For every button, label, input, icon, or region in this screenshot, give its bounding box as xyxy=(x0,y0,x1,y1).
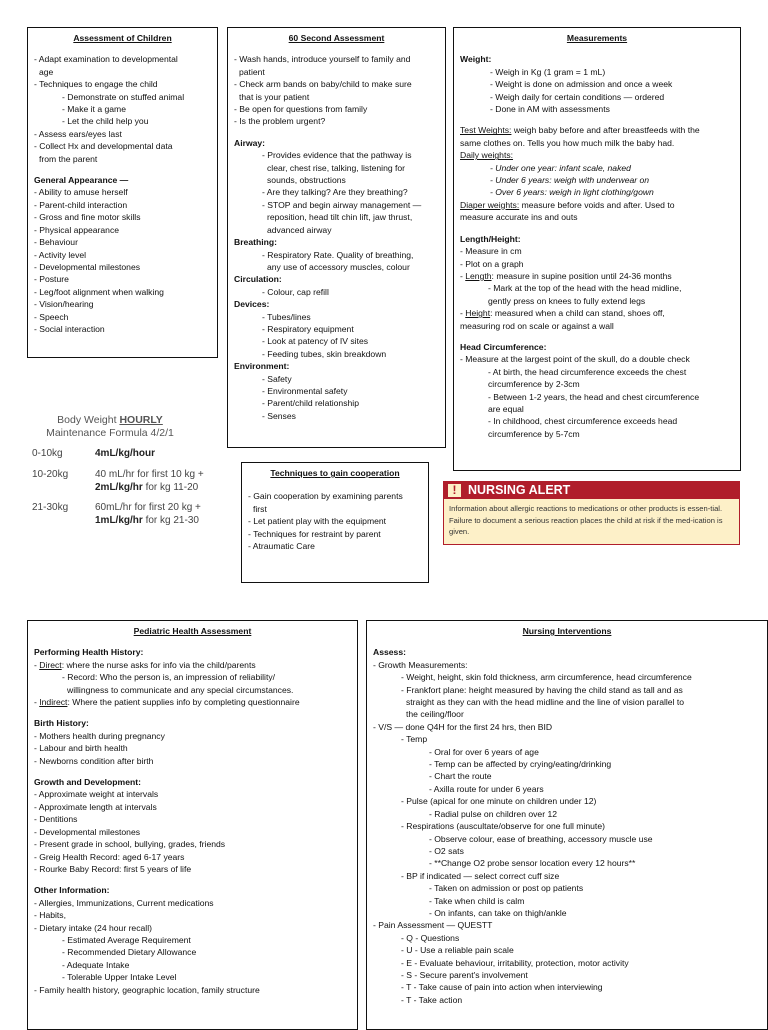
cooperation-box xyxy=(241,462,429,583)
list-item: - Adequate Intake xyxy=(62,959,130,970)
list-item: circumference by 2-3cm xyxy=(488,379,580,390)
list-item: from the parent xyxy=(39,153,98,164)
body-weight-subtitle: Maintenance Formula 4/2/1 xyxy=(46,427,174,439)
list-item: - Look at patency of IV sites xyxy=(262,336,369,347)
term: Indirect xyxy=(39,697,68,708)
list-item: - In childhood, chest circumference exceeds head xyxy=(488,416,678,427)
list-item: - T - Take action xyxy=(401,994,463,1005)
list-item: - Developmental milestones xyxy=(34,261,141,272)
list-item: - Physical appearance xyxy=(34,224,120,235)
nursing-alert-header xyxy=(444,482,739,499)
definition: weigh baby before and after breastfeeds with the xyxy=(511,125,700,136)
list-item: - Length: measure in supine position until 24-36 months xyxy=(460,270,672,281)
list-item: sounds, obstructions xyxy=(267,175,346,186)
list-item: advanced airway xyxy=(267,224,332,235)
list-item: - Respiratory equipment xyxy=(262,323,354,334)
list-item: - Adapt examination to developmental xyxy=(34,54,178,65)
list-item: - Leg/foot alignment when walking xyxy=(34,286,164,297)
list-item: - Let patient play with the equipment xyxy=(248,516,387,527)
list-item: - Chart the route xyxy=(429,771,492,782)
list-item: - Techniques to engage the child xyxy=(34,79,158,90)
nursing-alert-title: NURSING ALERT xyxy=(468,483,571,497)
list-item: - Approximate length at intervals xyxy=(34,801,157,812)
list-item: - Speech xyxy=(34,311,69,322)
box-title: Pediatric Health Assessment xyxy=(133,626,252,636)
list-item: - Behaviour xyxy=(34,237,78,248)
rate-note: for kg 11-20 xyxy=(142,481,199,493)
list-item: - Under one year: infant scale, naked xyxy=(490,162,631,173)
list-item: - Direct: where the nurse asks for info via the child/parents xyxy=(34,659,256,670)
list-item: - Weight is done on admission and once a week xyxy=(490,79,673,90)
section-heading: Assess: xyxy=(373,647,406,658)
list-item: - Dietary intake (24 hour recall) xyxy=(34,922,152,933)
list-item: - Vision/hearing xyxy=(34,299,94,310)
list-item: - Growth Measurements: xyxy=(373,659,468,670)
list-item: any use of accessory muscles, colour xyxy=(267,261,410,272)
rate xyxy=(95,448,155,461)
paragraph xyxy=(460,199,734,211)
list-item: - S - Secure parent's involvement xyxy=(401,969,528,980)
definition: : where the nurse asks for info via the child/parents xyxy=(61,659,256,670)
list-item: - On infants, can take on thigh/ankle xyxy=(429,907,567,918)
list-item: - STOP and begin airway management — xyxy=(262,199,422,210)
list-item: - Temp xyxy=(401,734,428,745)
section-heading: Circulation: xyxy=(234,274,282,285)
term: Diaper weights: xyxy=(460,199,520,210)
list-item: - Mark at the top of the head with the head midline, xyxy=(488,283,682,294)
list-item: - Posture xyxy=(34,274,69,285)
assessment-of-children-box xyxy=(27,27,218,358)
list-item: - Colour, cap refill xyxy=(262,286,329,297)
list-item: - Tolerable Upper Intake Level xyxy=(62,972,177,983)
list-item: - Weight, height, skin fold thickness, arm circumference, head circumference xyxy=(401,672,692,683)
list-item: - Tubes/lines xyxy=(262,311,311,322)
section-heading: Birth History: xyxy=(34,718,89,729)
term: Daily weights: xyxy=(460,150,514,161)
term: Height xyxy=(465,308,491,319)
list-item: - Demonstrate on stuffed animal xyxy=(62,91,185,102)
list-item: - Plot on a graph xyxy=(460,258,524,269)
list-item: - Gain cooperation by examining parents xyxy=(248,491,403,502)
list-item: - Record: Who the person is, an impression of reliability/ xyxy=(62,672,276,683)
term: Length xyxy=(465,270,492,281)
definition: measure before voids and after. Used to xyxy=(519,199,675,210)
list-item: - Temp can be affected by crying/eating/drinking xyxy=(429,759,612,770)
list-item: - Atraumatic Care xyxy=(248,541,315,552)
section-heading: Length/Height: xyxy=(460,233,521,244)
list-item: - **Change O2 probe sensor location every 12 hours** xyxy=(429,858,636,869)
list-item: - Respiratory Rate. Quality of breathing, xyxy=(262,249,414,260)
paragraph-line: measure accurate ins and outs xyxy=(460,212,578,223)
list-item: - Radial pulse on children over 12 xyxy=(429,808,558,819)
section-heading: Environment: xyxy=(234,361,290,372)
section-heading: Growth and Development: xyxy=(34,777,141,788)
list-item: - Habits, xyxy=(34,910,66,921)
section-heading: Head Circumference: xyxy=(460,341,547,352)
list-item: are equal xyxy=(488,403,524,414)
list-item: - Measure in cm xyxy=(460,246,522,257)
list-item: the ceiling/floor xyxy=(406,709,464,720)
list-item: - Ability to amuse herself xyxy=(34,187,128,198)
list-item: - O2 sats xyxy=(429,845,464,856)
weight-range: 10-20kg xyxy=(32,469,69,480)
list-item: - Activity level xyxy=(34,249,87,260)
rate-value: 4mL/kg/hour xyxy=(95,448,156,459)
list-item: - Frankfort plane: height measured by having the child stand as tall and as xyxy=(401,684,683,695)
term: Test Weights: xyxy=(460,125,512,136)
list-item: - Between 1-2 years, the head and chest circumference xyxy=(488,391,700,402)
list-item: - Taken on admission or post op patients xyxy=(429,883,584,894)
list-item: - BP if indicated — select correct cuff size xyxy=(401,870,560,881)
definition: : measured when a child can stand, shoes off, xyxy=(490,308,665,319)
section-heading: Other Information: xyxy=(34,885,110,896)
paragraph-line: same clothes on. Tells you how much milk the baby had. xyxy=(460,137,675,148)
body-weight-title xyxy=(0,414,220,440)
list-item: - Indirect: Where the patient supplies info by completing questionnaire xyxy=(34,697,300,708)
list-item: - Recommended Dietary Allowance xyxy=(62,947,197,958)
list-item: straight as they can with the head midline and the line of vision parallel to xyxy=(406,697,685,708)
list-item: - Allergies, Immunizations, Current medications xyxy=(34,897,214,908)
list-item: - Under 6 years: weigh with underwear on xyxy=(490,175,650,186)
weight-range: 0-10kg xyxy=(32,448,63,459)
list-item: - Pulse (apical for one minute on children under 12) xyxy=(401,796,597,807)
body-weight-title-highlight: HOURLY xyxy=(119,414,163,426)
list-item: - Provides evidence that the pathway is xyxy=(262,150,412,161)
definition: : measure in supine position until 24-36 months xyxy=(491,270,672,281)
list-item: - Dentitions xyxy=(34,814,78,825)
list-item: - Gross and fine motor skills xyxy=(34,212,141,223)
list-item: - Newborns condition after birth xyxy=(34,755,154,766)
list-item: - Present grade in school, bullying, grades, friends xyxy=(34,839,226,850)
list-item: - Pain Assessment — QUESTT xyxy=(373,920,493,931)
list-item: - Measure at the largest point of the skull, do a double check xyxy=(460,354,690,365)
list-item: - Q - Questions xyxy=(401,932,460,943)
nursing-interventions-box xyxy=(366,620,768,1030)
list-item: - V/S — done Q4H for the first 24 hrs, then BID xyxy=(373,721,553,732)
list-item: - E - Evaluate behaviour, irritability, protection, motor activity xyxy=(401,957,629,968)
section-heading: Weight: xyxy=(460,54,492,65)
section-heading: Performing Health History: xyxy=(34,647,144,658)
list-item: - Senses xyxy=(262,410,296,421)
list-item: - Axilla route for under 6 years xyxy=(429,783,544,794)
list-item: measuring rod on scale or against a wall xyxy=(460,320,614,331)
list-item: - Mothers health during pregnancy xyxy=(34,730,165,741)
list-item: - At birth, the head circumference exceeds the chest xyxy=(488,366,687,377)
list-item: - Height: measured when a child can stand, shoes off, xyxy=(460,308,665,319)
list-item: - Observe colour, ease of breathing, accessory muscle use xyxy=(429,833,653,844)
list-item: - Estimated Average Requirement xyxy=(62,934,191,945)
list-item: - Environmental safety xyxy=(262,385,348,396)
nursing-alert-text: Information about allergic reactions to medications or other products is essen-tial. Failure to document a serious reaction places the child at risk if the med-ication is given. xyxy=(449,504,723,536)
list-item: - Wash hands, introduce yourself to family and xyxy=(234,54,411,65)
list-item: - Is the problem urgent? xyxy=(234,116,326,127)
list-item: - Weigh daily for certain conditions — ordered xyxy=(490,91,665,102)
list-item: - Parent-child interaction xyxy=(34,199,128,210)
list-item: - T - Take cause of pain into action when interviewing xyxy=(401,982,603,993)
list-item: - Parent/child relationship xyxy=(262,398,359,409)
rate xyxy=(95,502,201,527)
rate-value: 2mL/kg/hr xyxy=(95,481,143,493)
list-item: clear, chest rise, talking, listening for xyxy=(267,162,406,173)
list-item: first xyxy=(253,503,267,514)
list-item: - Check arm bands on baby/child to make sure xyxy=(234,79,412,90)
list-item: - Over 6 years: weigh in light clothing/gown xyxy=(490,187,654,198)
list-item: - Labour and birth health xyxy=(34,743,128,754)
list-item: patient xyxy=(239,66,265,77)
list-item: - Developmental milestones xyxy=(34,826,141,837)
list-item: willingness to communicate and any special circumstances. xyxy=(67,684,294,695)
box-title: Techniques to gain cooperation xyxy=(270,468,400,478)
list-item: - Safety xyxy=(262,373,292,384)
list-item: - Techniques for restraint by parent xyxy=(248,528,381,539)
list-item: - Family health history, geographic location, family structure xyxy=(34,984,260,995)
measurements-box xyxy=(453,27,741,471)
exclamation-icon: ! xyxy=(448,484,461,497)
rate-base: 40 mL/hr for first 10 kg + xyxy=(95,469,204,480)
list-item: - Make it a game xyxy=(62,104,126,115)
list-item: - Assess ears/eyes last xyxy=(34,128,122,139)
list-item: circumference by 5-7cm xyxy=(488,428,580,439)
definition: : Where the patient supplies info by completing questionnaire xyxy=(67,697,300,708)
list-item: - Greig Health Record: aged 6-17 years xyxy=(34,851,185,862)
list-item: - Take when child is calm xyxy=(429,895,525,906)
nursing-alert xyxy=(443,481,740,545)
box-title: 60 Second Assessment xyxy=(288,33,385,43)
body-weight-title-text: Body Weight xyxy=(57,414,120,426)
paragraph xyxy=(460,124,734,136)
list-item: - Let the child help you xyxy=(62,116,149,127)
section-heading: Breathing: xyxy=(234,237,277,248)
sixty-second-assessment-box xyxy=(227,27,446,448)
term: Direct xyxy=(39,659,62,670)
section-heading: Devices: xyxy=(234,299,270,310)
list-item: - Approximate weight at intervals xyxy=(34,789,159,800)
list-item: - Are they talking? Are they breathing? xyxy=(262,187,408,198)
list-item: age xyxy=(39,66,54,77)
rate-value: 1mL/kg/hr xyxy=(95,514,143,526)
list-item: gently press on knees to fully extend legs xyxy=(488,295,646,306)
list-item: - Rourke Baby Record: first 5 years of life xyxy=(34,863,192,874)
rate-note: for kg 21-30 xyxy=(142,514,199,526)
list-item: - Collect Hx and developmental data xyxy=(34,141,173,152)
list-item: - U - Use a reliable pain scale xyxy=(401,945,514,956)
box-title: Measurements xyxy=(566,33,628,43)
list-item: - Done in AM with assessments xyxy=(490,104,610,115)
list-item: - Social interaction xyxy=(34,323,105,334)
weight-range: 21-30kg xyxy=(32,502,69,513)
list-item: - Respirations (auscultate/observe for one full minute) xyxy=(401,821,605,832)
pediatric-health-assessment-box xyxy=(27,620,358,1030)
box-title: Nursing Interventions xyxy=(522,626,612,636)
list-item: reposition, head tilt chin lift, jaw thrust, xyxy=(267,212,413,223)
list-item: - Feeding tubes, skin breakdown xyxy=(262,348,387,359)
box-title: Assessment of Children xyxy=(73,33,172,43)
list-item: - Be open for questions from family xyxy=(234,104,368,115)
rate-base: 60mL/hr for first 20 kg + xyxy=(95,502,201,513)
list-item: - Weigh in Kg (1 gram = 1 mL) xyxy=(490,66,606,77)
section-heading: General Appearance — xyxy=(34,175,129,186)
section-heading: Airway: xyxy=(234,137,266,148)
rate xyxy=(95,469,204,494)
list-item: that is your patient xyxy=(239,91,310,102)
list-item: - Oral for over 6 years of age xyxy=(429,746,539,757)
